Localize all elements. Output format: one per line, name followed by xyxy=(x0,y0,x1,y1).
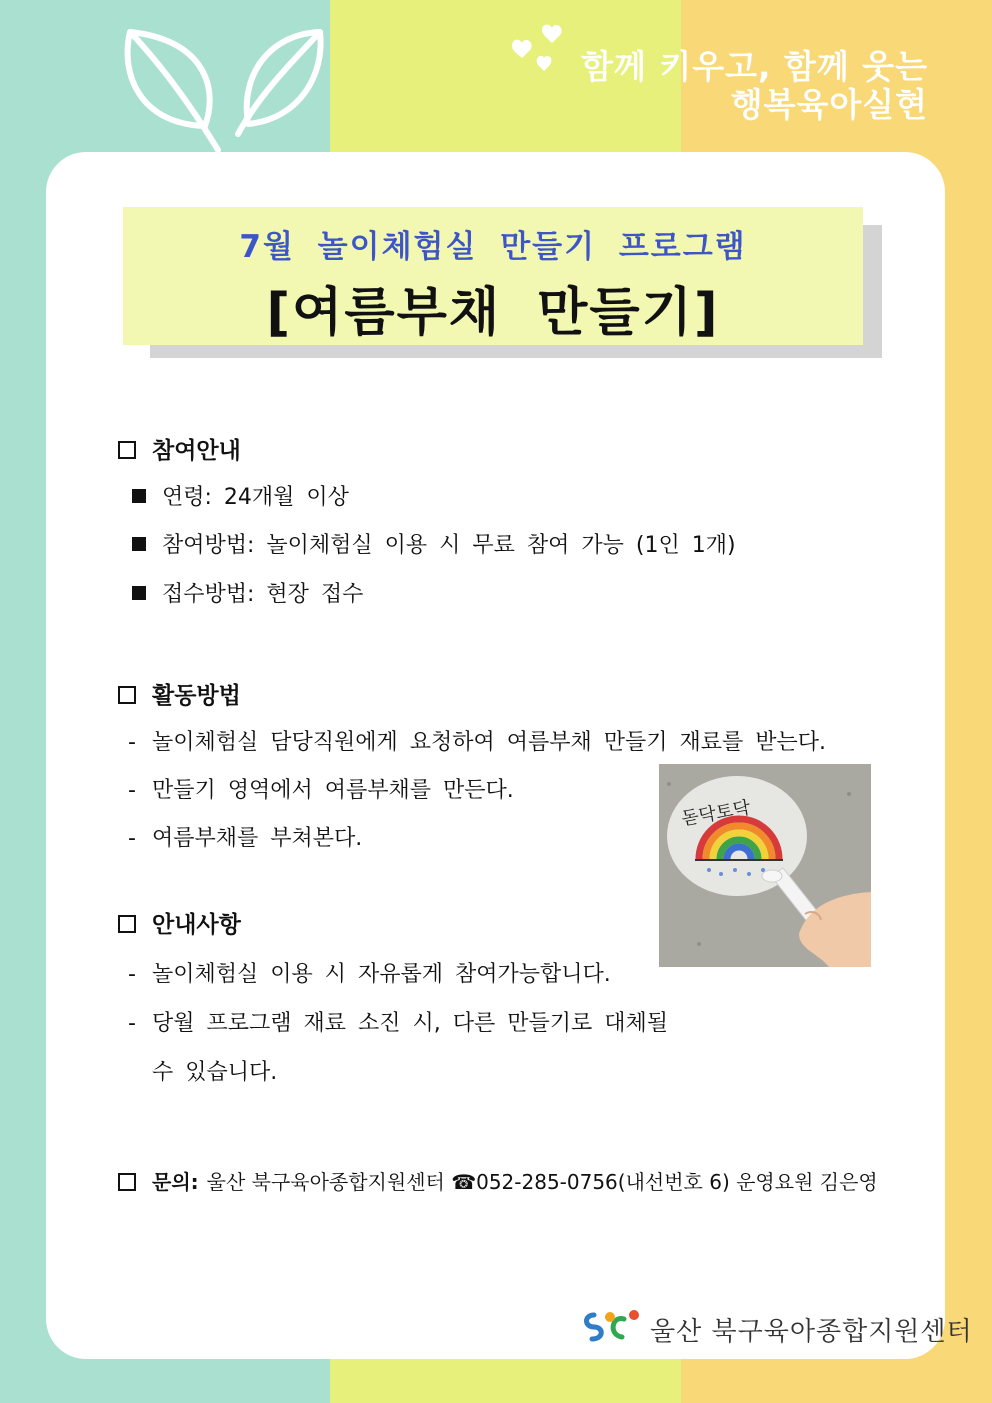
logo-icon xyxy=(580,1305,644,1345)
filled-square-icon xyxy=(132,537,146,551)
activity-item-2: - 만들기 영역에서 여름부채를 만든다. xyxy=(128,778,514,803)
filled-square-icon xyxy=(132,489,146,503)
fan-photo xyxy=(659,764,871,967)
contact-text: 울산 북구육아종합지원센터 ☎052-285-0756(내선번호 6) 운영요원 김은영 xyxy=(206,1170,878,1194)
contact-label: 문의: xyxy=(152,1170,199,1194)
slogan-line-1: 함께 키우고, 함께 웃는 xyxy=(581,47,928,86)
participation-item-method: 참여방법: 놀이체험실 이용 시 무료 참여 가능 (1인 1개) xyxy=(132,528,736,559)
fan-illustration xyxy=(659,764,871,967)
hearts-icon xyxy=(505,22,575,78)
activity-heading: 활동방법 xyxy=(118,677,241,710)
participation-item-registration: 접수방법: 현장 접수 xyxy=(132,577,363,608)
notice-item-2: - 당월 프로그램 재료 소진 시, 다른 만들기로 대체될 xyxy=(128,1011,668,1036)
hollow-square-icon xyxy=(118,441,136,459)
notice-item-1: - 놀이체험실 이용 시 자유롭게 참여가능합니다. xyxy=(128,962,611,987)
activity-item-1: - 놀이체험실 담당직원에게 요청하여 여름부채 만들기 재료를 받는다. xyxy=(128,730,827,755)
participation-item-age: 연령: 24개월 이상 xyxy=(132,480,349,511)
organization-logo xyxy=(580,1305,973,1350)
hollow-square-icon xyxy=(118,915,136,933)
hollow-square-icon xyxy=(118,1173,136,1191)
hollow-square-icon xyxy=(118,686,136,704)
leaf-icon xyxy=(110,14,340,154)
filled-square-icon xyxy=(132,586,146,600)
slogan xyxy=(581,48,928,124)
program-subtitle: 7월 놀이체험실 만들기 프로그램 xyxy=(239,229,747,265)
notice-item-2-continuation: 수 있습니다. xyxy=(152,1060,278,1085)
notice-heading: 안내사항 xyxy=(118,906,241,939)
activity-item-3: - 여름부채를 부쳐본다. xyxy=(128,826,363,851)
participation-heading: 참여안내 xyxy=(118,432,241,465)
slogan-line-2: 행복육아실현 xyxy=(730,85,928,124)
title-box xyxy=(123,207,863,345)
contact-line xyxy=(118,1166,878,1195)
program-title: [여름부채 만들기] xyxy=(266,283,720,343)
fan-handwritten-text: 돋닥토닥 xyxy=(679,797,753,830)
organization-name: 울산 북구육아종합지원센터 xyxy=(650,1317,973,1347)
